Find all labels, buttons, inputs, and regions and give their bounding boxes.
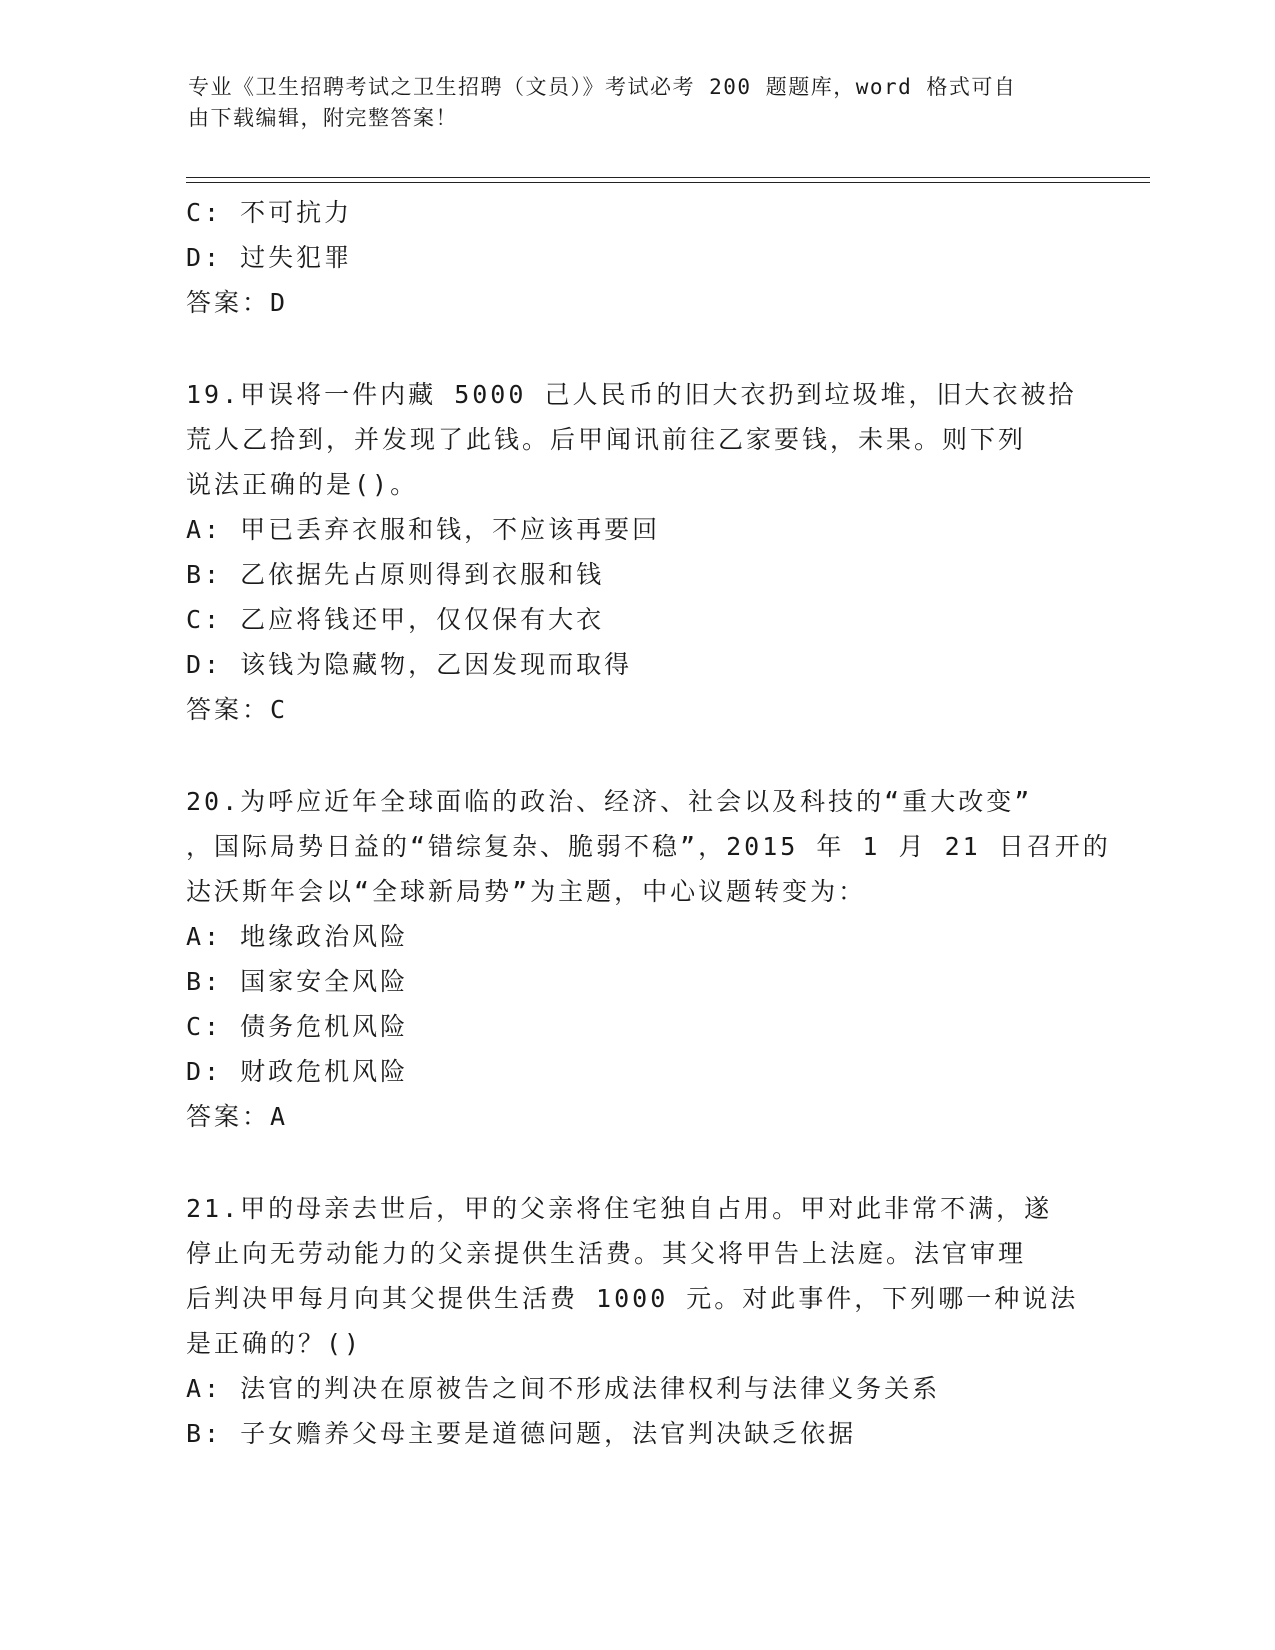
option-d: D: 过失犯罪 — [186, 243, 353, 272]
question-text — [186, 1186, 1086, 1366]
option-d: D: 财政危机风险 — [186, 1057, 409, 1086]
question-text-line: ，国际局势日益的“错综复杂、脆弱不稳”，2015 年 1 月 21 日召开的 — [186, 832, 1111, 861]
question-text-line: 停止向无劳动能力的父亲提供生活费。其父将甲告上法庭。法官审理 — [186, 1239, 1027, 1268]
question-21 — [186, 1186, 1086, 1456]
answer-line: 答案：D — [186, 288, 289, 317]
question-text-line: 后判决甲每月向其父提供生活费 1000 元。对此事件，下列哪一种说法 — [186, 1284, 1079, 1313]
option-c: C: 债务危机风险 — [186, 1012, 409, 1041]
option-b: B: 国家安全风险 — [186, 967, 409, 996]
option-a: A: 法官的判决在原被告之间不形成法律权利与法律义务关系 — [186, 1374, 941, 1403]
option-a: A: 甲已丢弃衣服和钱，不应该再要回 — [186, 515, 661, 544]
question-text-line: 20.为呼应近年全球面临的政治、经济、社会以及科技的“重大改变” — [186, 787, 1033, 816]
question-text-line: 达沃斯年会以“全球新局势”为主题，中心议题转变为： — [186, 877, 867, 906]
question-text-line: 荒人乙拾到，并发现了此钱。后甲闻讯前往乙家要钱，未果。则下列 — [186, 425, 1027, 454]
option-b: B: 乙依据先占原则得到衣服和钱 — [186, 560, 605, 589]
option-c: C: 不可抗力 — [186, 198, 353, 227]
question-text — [186, 779, 1111, 914]
option-b: B: 子女赡养父母主要是道德问题，法官判决缺乏依据 — [186, 1419, 857, 1448]
option-d: D: 该钱为隐藏物，乙因发现而取得 — [186, 650, 633, 679]
header-divider-bottom — [186, 182, 1150, 183]
spacer — [186, 732, 1086, 779]
document-header — [188, 72, 1088, 134]
header-line-2: 由下载编辑，附完整答案！ — [188, 106, 458, 130]
document-body — [186, 190, 1111, 1456]
option-c: C: 乙应将钱还甲，仅仅保有大衣 — [186, 605, 605, 634]
header-line-1: 专业《卫生招聘考试之卫生招聘（文员）》考试必考 200 题题库，word 格式可自 — [188, 75, 1017, 99]
question-19 — [186, 372, 1086, 732]
question-text-line: 21.甲的母亲去世后，甲的父亲将住宅独自占用。甲对此非常不满，遂 — [186, 1194, 1053, 1223]
question-text-line: 19.甲误将一件内藏 5000 己人民币的旧大衣扔到垃圾堆，旧大衣被拾 — [186, 380, 1077, 409]
question-text-line: 说法正确的是()。 — [186, 470, 419, 499]
question-text — [186, 372, 1086, 507]
prev-question-options — [186, 190, 1086, 280]
spacer — [186, 325, 1086, 372]
option-a: A: 地缘政治风险 — [186, 922, 409, 951]
spacer — [186, 1139, 1086, 1186]
question-text-line: 是正确的？() — [186, 1329, 363, 1358]
answer-line: 答案：C — [186, 695, 289, 724]
header-divider-top — [186, 177, 1150, 178]
question-20 — [186, 779, 1111, 1139]
answer-line: 答案：A — [186, 1102, 289, 1131]
